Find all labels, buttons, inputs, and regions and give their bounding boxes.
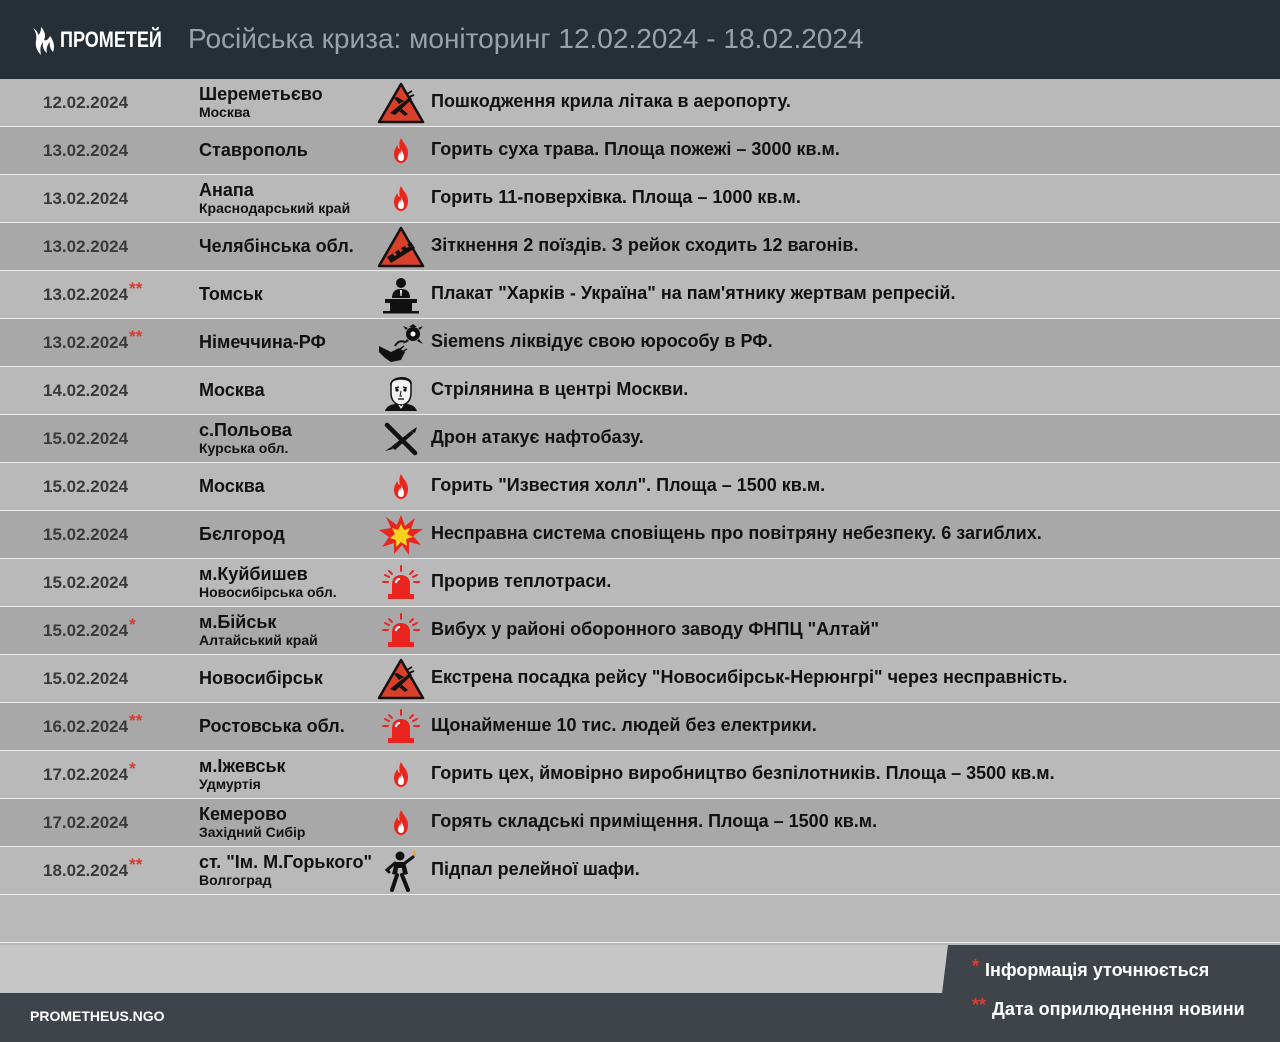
table-row bbox=[0, 655, 1280, 703]
logo-text: ПРОМЕТЕЙ bbox=[60, 27, 162, 52]
event-date bbox=[43, 415, 129, 462]
drone-icon bbox=[377, 416, 425, 461]
date-text: 13.02.2024 bbox=[43, 189, 129, 208]
date-text: 15.02.2024 bbox=[43, 429, 129, 448]
alarm-siren-icon bbox=[377, 704, 425, 749]
table-row bbox=[0, 415, 1280, 463]
event-location bbox=[199, 703, 345, 750]
event-description: Горить суха трава. Площа пожежі – 3000 кв.м. bbox=[431, 139, 840, 159]
table-row bbox=[0, 463, 1280, 511]
location-region: Краснодарський край bbox=[199, 200, 351, 216]
date-text: 16.02.2024 bbox=[43, 717, 129, 736]
legend-text: Дата оприлюднення новини bbox=[992, 999, 1245, 1019]
fire-icon bbox=[377, 464, 425, 509]
empty-row bbox=[0, 895, 1280, 943]
event-date bbox=[43, 703, 142, 750]
event-description: Зіткнення 2 поїздів. З рейок сходить 12 вагонів. bbox=[431, 235, 859, 255]
page-title: Російська криза: моніторинг 12.02.2024 - 18.02.2024 bbox=[188, 23, 864, 54]
event-location bbox=[199, 559, 337, 606]
location-name: Ставрополь bbox=[199, 140, 308, 160]
footnote-mark: ** bbox=[129, 327, 143, 346]
footnote-mark: * bbox=[129, 759, 136, 778]
location-name: Новосибірськ bbox=[199, 668, 323, 688]
location-region: Новосибірська обл. bbox=[199, 584, 337, 600]
table-row bbox=[0, 367, 1280, 415]
location-name: м.Іжевськ bbox=[199, 756, 286, 776]
location-name: м.Куйбишев bbox=[199, 564, 308, 584]
table-row bbox=[0, 799, 1280, 847]
table-row bbox=[0, 847, 1280, 895]
location-region: Волгоград bbox=[199, 872, 272, 888]
event-date bbox=[43, 607, 136, 654]
legend-mark: ** bbox=[972, 995, 987, 1015]
event-description: Прорив теплотраси. bbox=[431, 571, 612, 591]
location-name: ст. "Ім. М.Горького" bbox=[199, 852, 373, 872]
boot-kick-eagle-icon bbox=[377, 320, 425, 365]
location-name: Москва bbox=[199, 380, 265, 400]
location-name: Челябінська обл. bbox=[199, 236, 354, 256]
event-location bbox=[199, 751, 286, 798]
date-text: 17.02.2024 bbox=[43, 765, 129, 784]
date-text: 12.02.2024 bbox=[43, 93, 129, 112]
event-location bbox=[199, 79, 323, 126]
location-region: Удмуртія bbox=[199, 776, 261, 792]
events-table bbox=[0, 79, 1280, 943]
date-text: 13.02.2024 bbox=[43, 285, 129, 304]
alarm-siren-icon bbox=[377, 608, 425, 653]
date-text: 13.02.2024 bbox=[43, 141, 129, 160]
event-date bbox=[43, 79, 129, 126]
table-row bbox=[0, 751, 1280, 799]
event-location bbox=[199, 127, 308, 174]
fire-icon bbox=[377, 752, 425, 797]
location-name: Шереметьєво bbox=[199, 84, 323, 104]
train-crash-warning-icon bbox=[377, 224, 425, 269]
event-description: Горить "Известия холл". Площа – 1500 кв.м. bbox=[431, 475, 826, 495]
event-date bbox=[43, 751, 136, 798]
footnote-mark: ** bbox=[129, 711, 143, 730]
plane-crash-warning-icon bbox=[377, 656, 425, 701]
location-name: Бєлгород bbox=[199, 524, 285, 544]
date-text: 14.02.2024 bbox=[43, 381, 129, 400]
event-location bbox=[199, 319, 326, 366]
location-name: Томськ bbox=[199, 284, 263, 304]
prometheus-logo bbox=[30, 22, 184, 58]
event-date bbox=[43, 511, 129, 558]
table-row bbox=[0, 79, 1280, 127]
location-name: Москва bbox=[199, 476, 265, 496]
event-date bbox=[43, 799, 129, 846]
event-location bbox=[199, 463, 265, 510]
event-description: Стрілянина в центрі Москви. bbox=[431, 379, 689, 399]
event-location bbox=[199, 799, 305, 846]
date-text: 13.02.2024 bbox=[43, 237, 129, 256]
date-text: 15.02.2024 bbox=[43, 669, 129, 688]
location-region: Москва bbox=[199, 104, 251, 120]
table-row bbox=[0, 319, 1280, 367]
site-link[interactable]: PROMETHEUS.NGO bbox=[30, 1008, 165, 1024]
table-row bbox=[0, 511, 1280, 559]
fire-icon bbox=[377, 176, 425, 221]
event-date bbox=[43, 847, 142, 894]
table-row bbox=[0, 559, 1280, 607]
footnote-mark: ** bbox=[129, 855, 143, 874]
event-date bbox=[43, 271, 142, 318]
speaker-podium-icon bbox=[377, 272, 425, 317]
date-text: 15.02.2024 bbox=[43, 573, 129, 592]
date-text: 13.02.2024 bbox=[43, 333, 129, 352]
location-region: Курська обл. bbox=[199, 440, 289, 456]
event-date bbox=[43, 319, 142, 366]
flame-logo-icon bbox=[30, 22, 56, 58]
location-name: Ростовська обл. bbox=[199, 716, 345, 736]
footnote-mark: ** bbox=[129, 279, 143, 298]
legend-mark: * bbox=[972, 956, 980, 976]
location-region: Алтайський край bbox=[199, 632, 318, 648]
event-date bbox=[43, 127, 129, 174]
date-text: 18.02.2024 bbox=[43, 861, 129, 880]
event-description: Дрон атакує нафтобазу. bbox=[431, 427, 644, 447]
event-description: Вибух у районі оборонного заводу ФНПЦ "Алтай" bbox=[431, 619, 880, 639]
fire-icon bbox=[377, 800, 425, 845]
event-date bbox=[43, 463, 129, 510]
legend-text: Інформація уточнюється bbox=[985, 960, 1210, 980]
event-date bbox=[43, 175, 129, 222]
date-text: 15.02.2024 bbox=[43, 525, 129, 544]
event-location bbox=[199, 223, 354, 270]
header-bar bbox=[0, 0, 1280, 79]
table-row bbox=[0, 175, 1280, 223]
fire-icon bbox=[377, 128, 425, 173]
arsonist-icon bbox=[377, 848, 425, 893]
location-region: Західний Сибір bbox=[199, 824, 306, 840]
location-name: Анапа bbox=[199, 180, 254, 200]
event-description: Несправна система сповіщень про повітряну небезпеку. 6 загиблих. bbox=[431, 523, 1042, 543]
location-name: с.Польова bbox=[199, 420, 292, 440]
table-row bbox=[0, 703, 1280, 751]
event-description: Екстрена посадка рейсу "Новосибірськ-Нерюнгрі" через несправність. bbox=[431, 667, 1068, 687]
table-row bbox=[0, 223, 1280, 271]
event-location bbox=[199, 415, 292, 462]
table-row bbox=[0, 271, 1280, 319]
event-date bbox=[43, 367, 129, 414]
date-text: 15.02.2024 bbox=[43, 477, 129, 496]
legend-item-single-star bbox=[972, 956, 1210, 981]
event-description: Пошкодження крила літака в аеропорту. bbox=[431, 91, 791, 111]
legend-item-double-star bbox=[972, 995, 1245, 1020]
event-description: Підпал релейної шафи. bbox=[431, 859, 640, 879]
face-portrait-icon bbox=[377, 368, 425, 413]
event-description: Siemens ліквідує свою юрособу в РФ. bbox=[431, 331, 773, 351]
event-location bbox=[199, 847, 372, 894]
event-date bbox=[43, 559, 129, 606]
event-location bbox=[199, 271, 263, 318]
date-text: 15.02.2024 bbox=[43, 621, 129, 640]
location-name: Кемерово bbox=[199, 804, 287, 824]
event-location bbox=[199, 607, 318, 654]
table-row bbox=[0, 607, 1280, 655]
event-location bbox=[199, 655, 323, 702]
event-description: Плакат "Харків - Україна" на пам'ятнику жертвам репресій. bbox=[431, 283, 956, 303]
event-description: Горить 11-поверхівка. Площа – 1000 кв.м. bbox=[431, 187, 801, 207]
event-location bbox=[199, 511, 285, 558]
event-description: Щонайменше 10 тис. людей без електрики. bbox=[431, 715, 817, 735]
alarm-siren-icon bbox=[377, 560, 425, 605]
location-name: м.Бійськ bbox=[199, 612, 277, 632]
plane-crash-warning-icon bbox=[377, 80, 425, 125]
footnote-mark: * bbox=[129, 615, 136, 634]
event-location bbox=[199, 367, 265, 414]
event-date bbox=[43, 223, 129, 270]
event-description: Горить цех, ймовірно виробництво безпілотників. Площа – 3500 кв.м. bbox=[431, 763, 1055, 783]
event-description: Горять складські приміщення. Площа – 1500 кв.м. bbox=[431, 811, 878, 831]
location-name: Німеччина-РФ bbox=[199, 332, 326, 352]
date-text: 17.02.2024 bbox=[43, 813, 129, 832]
event-date bbox=[43, 655, 129, 702]
event-location bbox=[199, 175, 350, 222]
explosion-icon bbox=[377, 512, 425, 557]
table-row bbox=[0, 127, 1280, 175]
